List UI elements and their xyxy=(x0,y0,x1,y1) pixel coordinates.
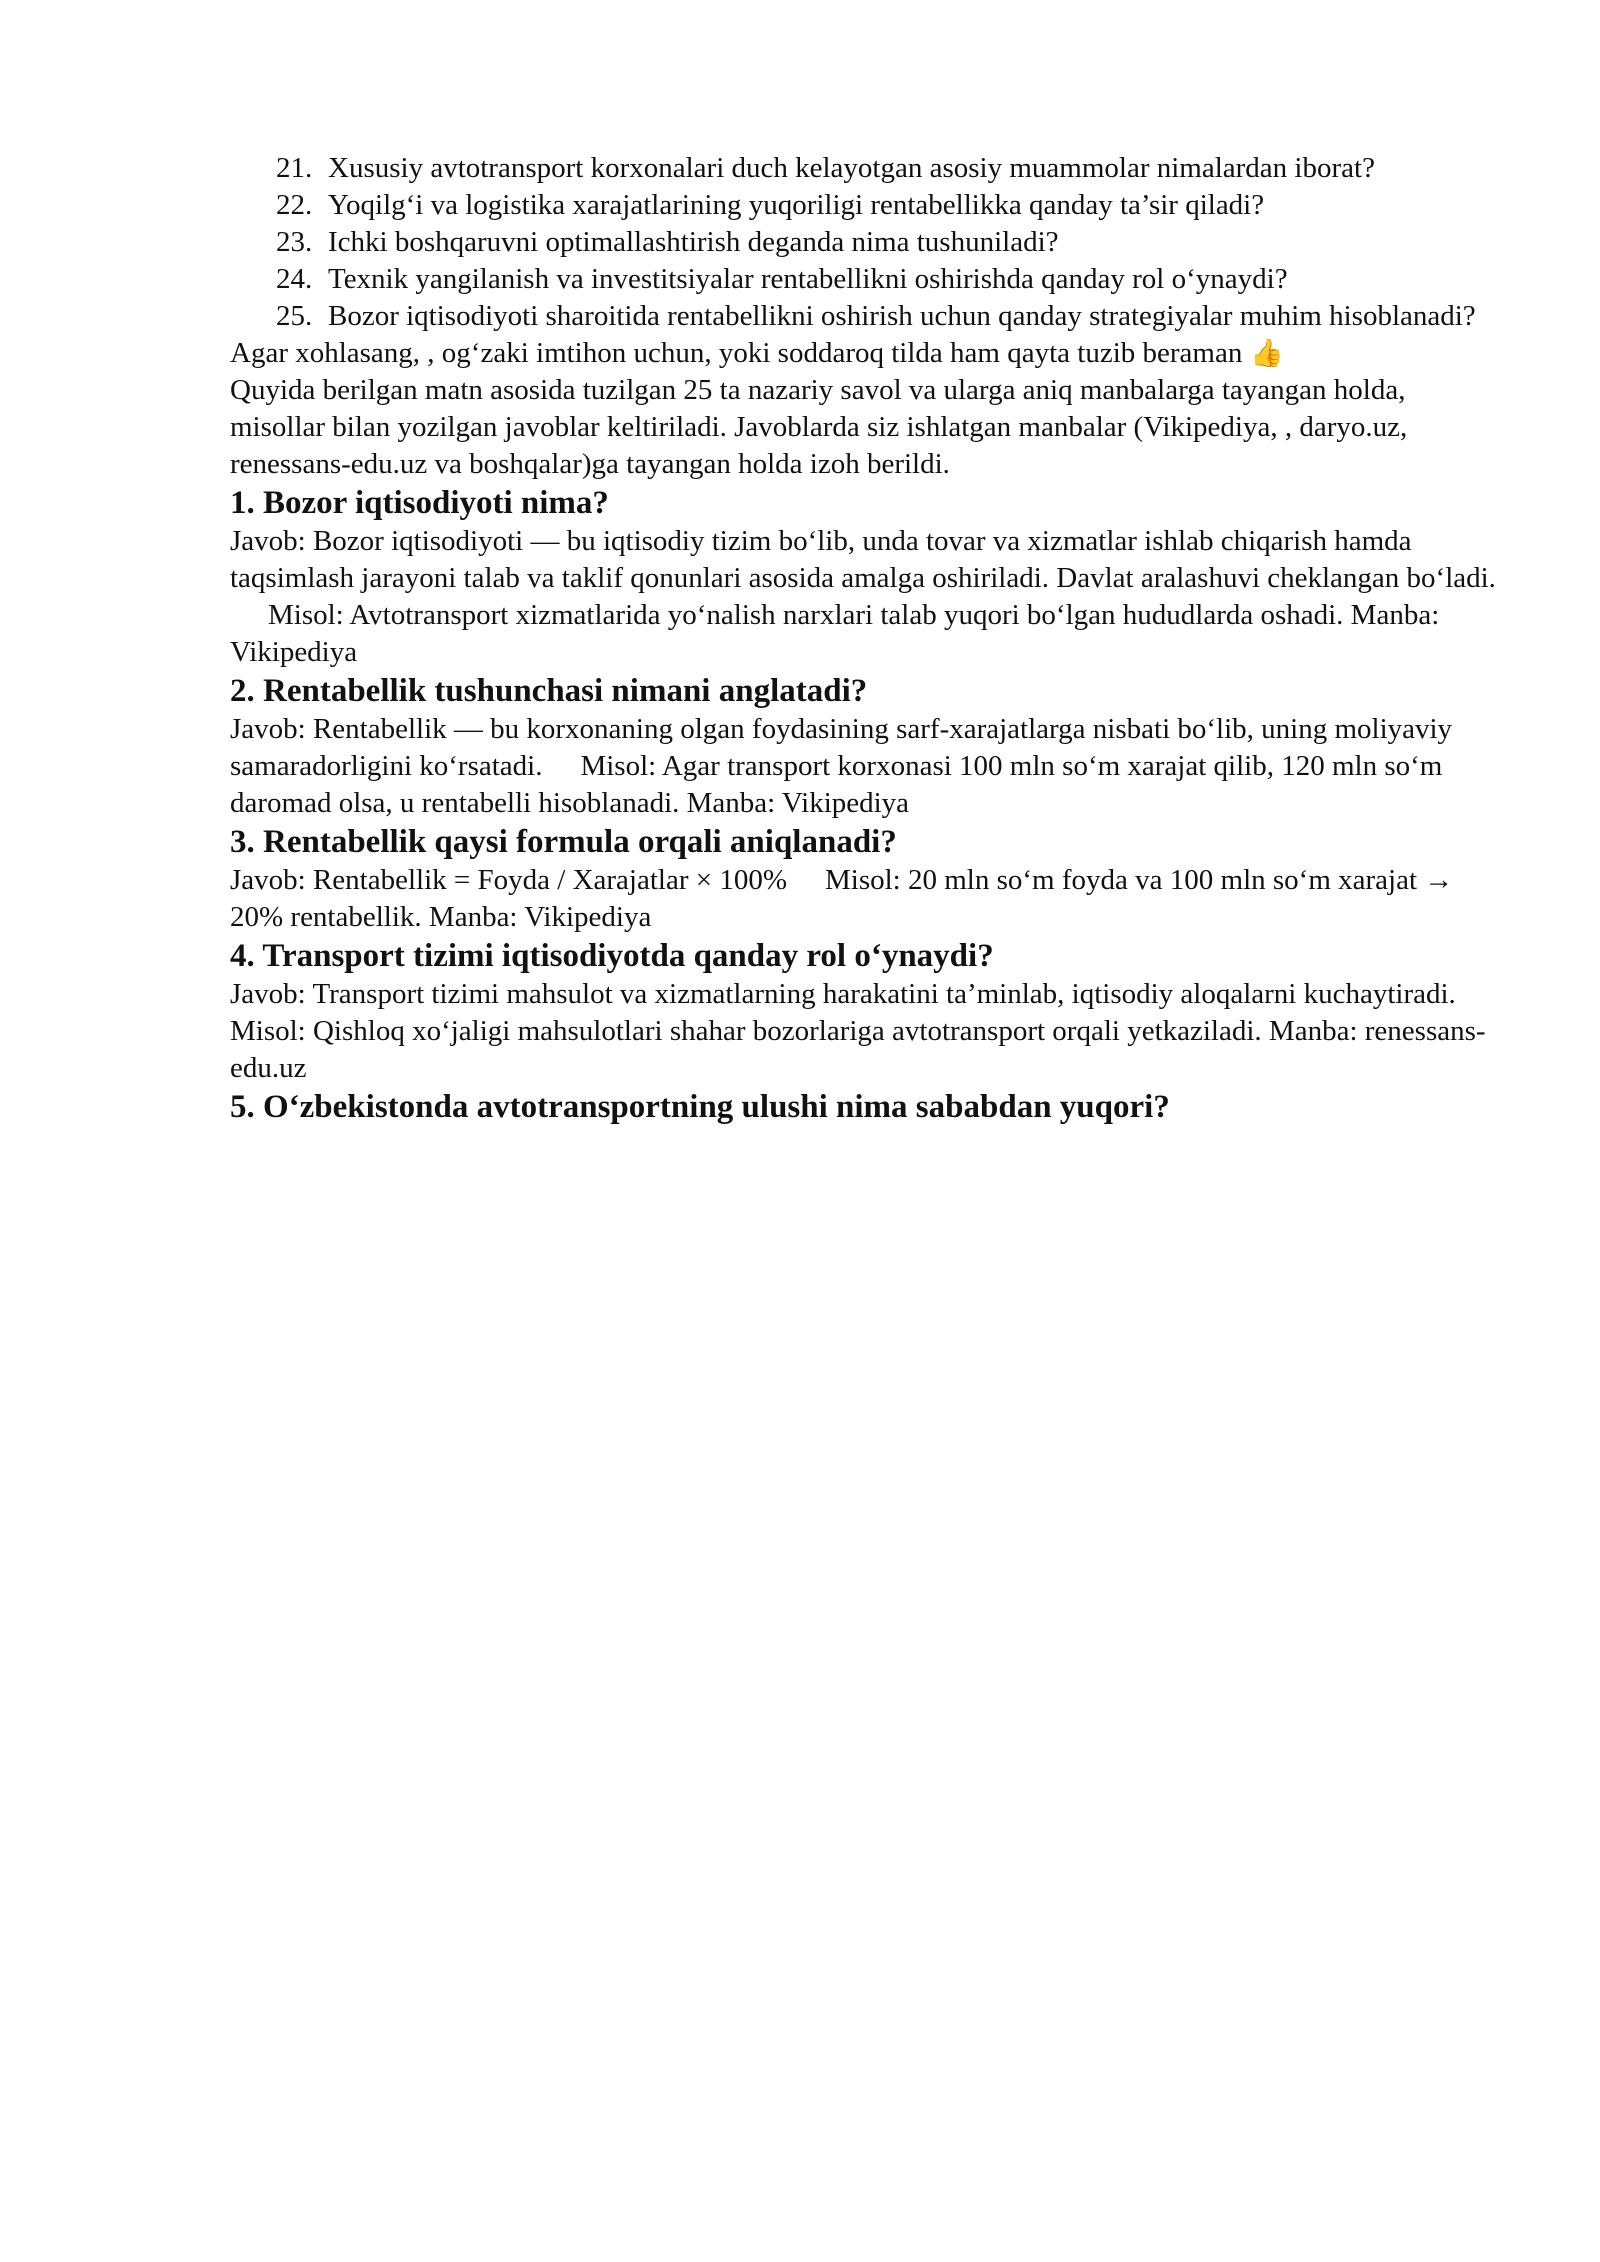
example-text: Misol: Agar transport korxonasi 100 mln so‘m xarajat qilib, 120 mln so‘m daromad olsa, u rentabelli hisoblanadi. Manba: Vikipediya xyxy=(230,750,1443,819)
list-item-text: Xususiy avtotransport korxonalari duch kelayotgan asosiy muammolar nimalardan iborat? xyxy=(328,152,1375,184)
list-item-text: Ichki boshqaruvni optimallashtirish deganda nima tushuniladi? xyxy=(328,226,1059,258)
list-item-number: 24. xyxy=(276,263,313,295)
example-text: Misol: Qishloq xo‘jaligi mahsulotlari shahar bozorlariga avtotransport orqali yetkaziladi. Manba: renessans-edu.uz xyxy=(230,1015,1486,1084)
list-item xyxy=(230,150,1500,187)
intro-paragraph: Quyida berilgan matn asosida tuzilgan 25 ta nazariy savol va ularga aniq manbalarga tayangan holda, misollar bilan yozilgan javoblar keltiriladi. Javoblarda siz ishlatgan manbalar (Vikipediya, , daryo.uz, renessans-edu.uz va boshqalar)ga tayangan holda izoh berildi. xyxy=(230,374,1408,480)
thumbs-up-icon: 👍 xyxy=(1250,338,1284,369)
example-text: Misol: Avtotransport xizmatlarida yo‘nalish narxlari talab yuqori bo‘lgan hududlarda oshadi. Manba: Vikipediya xyxy=(230,599,1440,668)
list-item-number: 22. xyxy=(276,189,313,221)
section-heading: 3. Rentabellik qaysi formula orqali aniqlanadi? xyxy=(230,824,897,860)
follow-up-note xyxy=(230,335,1500,372)
answer-text: Javob: Bozor iqtisodiyoti — bu iqtisodiy tizim bo‘lib, unda tovar va xizmatlar ishlab chiqarish hamda taqsimlash jarayoni talab va taklif qonunlari asosida amalga oshiriladi. Davlat aralashuvi cheklangan bo‘ladi. xyxy=(230,525,1496,594)
list-item-number: 25. xyxy=(276,300,313,332)
list-item xyxy=(230,187,1500,224)
section-heading: 1. Bozor iqtisodiyoti nima? xyxy=(230,485,609,521)
list-item xyxy=(230,298,1500,335)
section-heading: 4. Transport tizimi iqtisodiyotda qanday rol o‘ynaydi? xyxy=(230,938,994,974)
list-item xyxy=(230,224,1500,261)
list-item-text: Texnik yangilanish va investitsiyalar rentabellikni oshirishda qanday rol o‘ynaydi? xyxy=(328,263,1288,295)
list-item-number: 21. xyxy=(276,152,313,184)
answer-text: Javob: Transport tizimi mahsulot va xizmatlarning harakatini ta’minlab, iqtisodiy aloqalarni kuchaytiradi. xyxy=(230,978,1456,1010)
section-heading: 2. Rentabellik tushunchasi nimani anglatadi? xyxy=(230,673,868,709)
list-item xyxy=(230,261,1500,298)
list-item-text: Yoqilg‘i va logistika xarajatlarining yuqoriligi rentabellikka qanday ta’sir qiladi? xyxy=(328,189,1265,221)
answer-paragraph xyxy=(230,976,1500,1087)
example-text: Misol: 20 mln so‘m foyda va 100 mln so‘m xarajat → 20% rentabellik. Manba: Vikipediya xyxy=(230,864,1454,933)
answer-text: Javob: Rentabellik = Foyda / Xarajatlar × 100% xyxy=(230,864,787,896)
follow-up-note-text: Agar xohlasang, , og‘zaki imtihon uchun, yoki soddaroq tilda ham qayta tuzib beraman xyxy=(230,337,1243,369)
answer-paragraph xyxy=(230,862,1500,936)
list-item-number: 23. xyxy=(276,226,313,258)
section-heading: 5. O‘zbekistonda avtotransportning ulushi nima sababdan yuqori? xyxy=(230,1089,1170,1125)
list-item-text: Bozor iqtisodiyoti sharoitida rentabellikni oshirish uchun qanday strategiyalar muhim hisoblanadi? xyxy=(328,300,1476,332)
document-page xyxy=(230,150,1500,1127)
question-list xyxy=(230,150,1500,335)
answer-paragraph xyxy=(230,711,1500,822)
answer-text: Javob: Rentabellik — bu korxonaning olgan foydasining sarf-xarajatlarga nisbati bo‘lib, uning moliyaviy samaradorligini ko‘rsatadi. xyxy=(230,713,1453,782)
answer-paragraph xyxy=(230,523,1500,671)
